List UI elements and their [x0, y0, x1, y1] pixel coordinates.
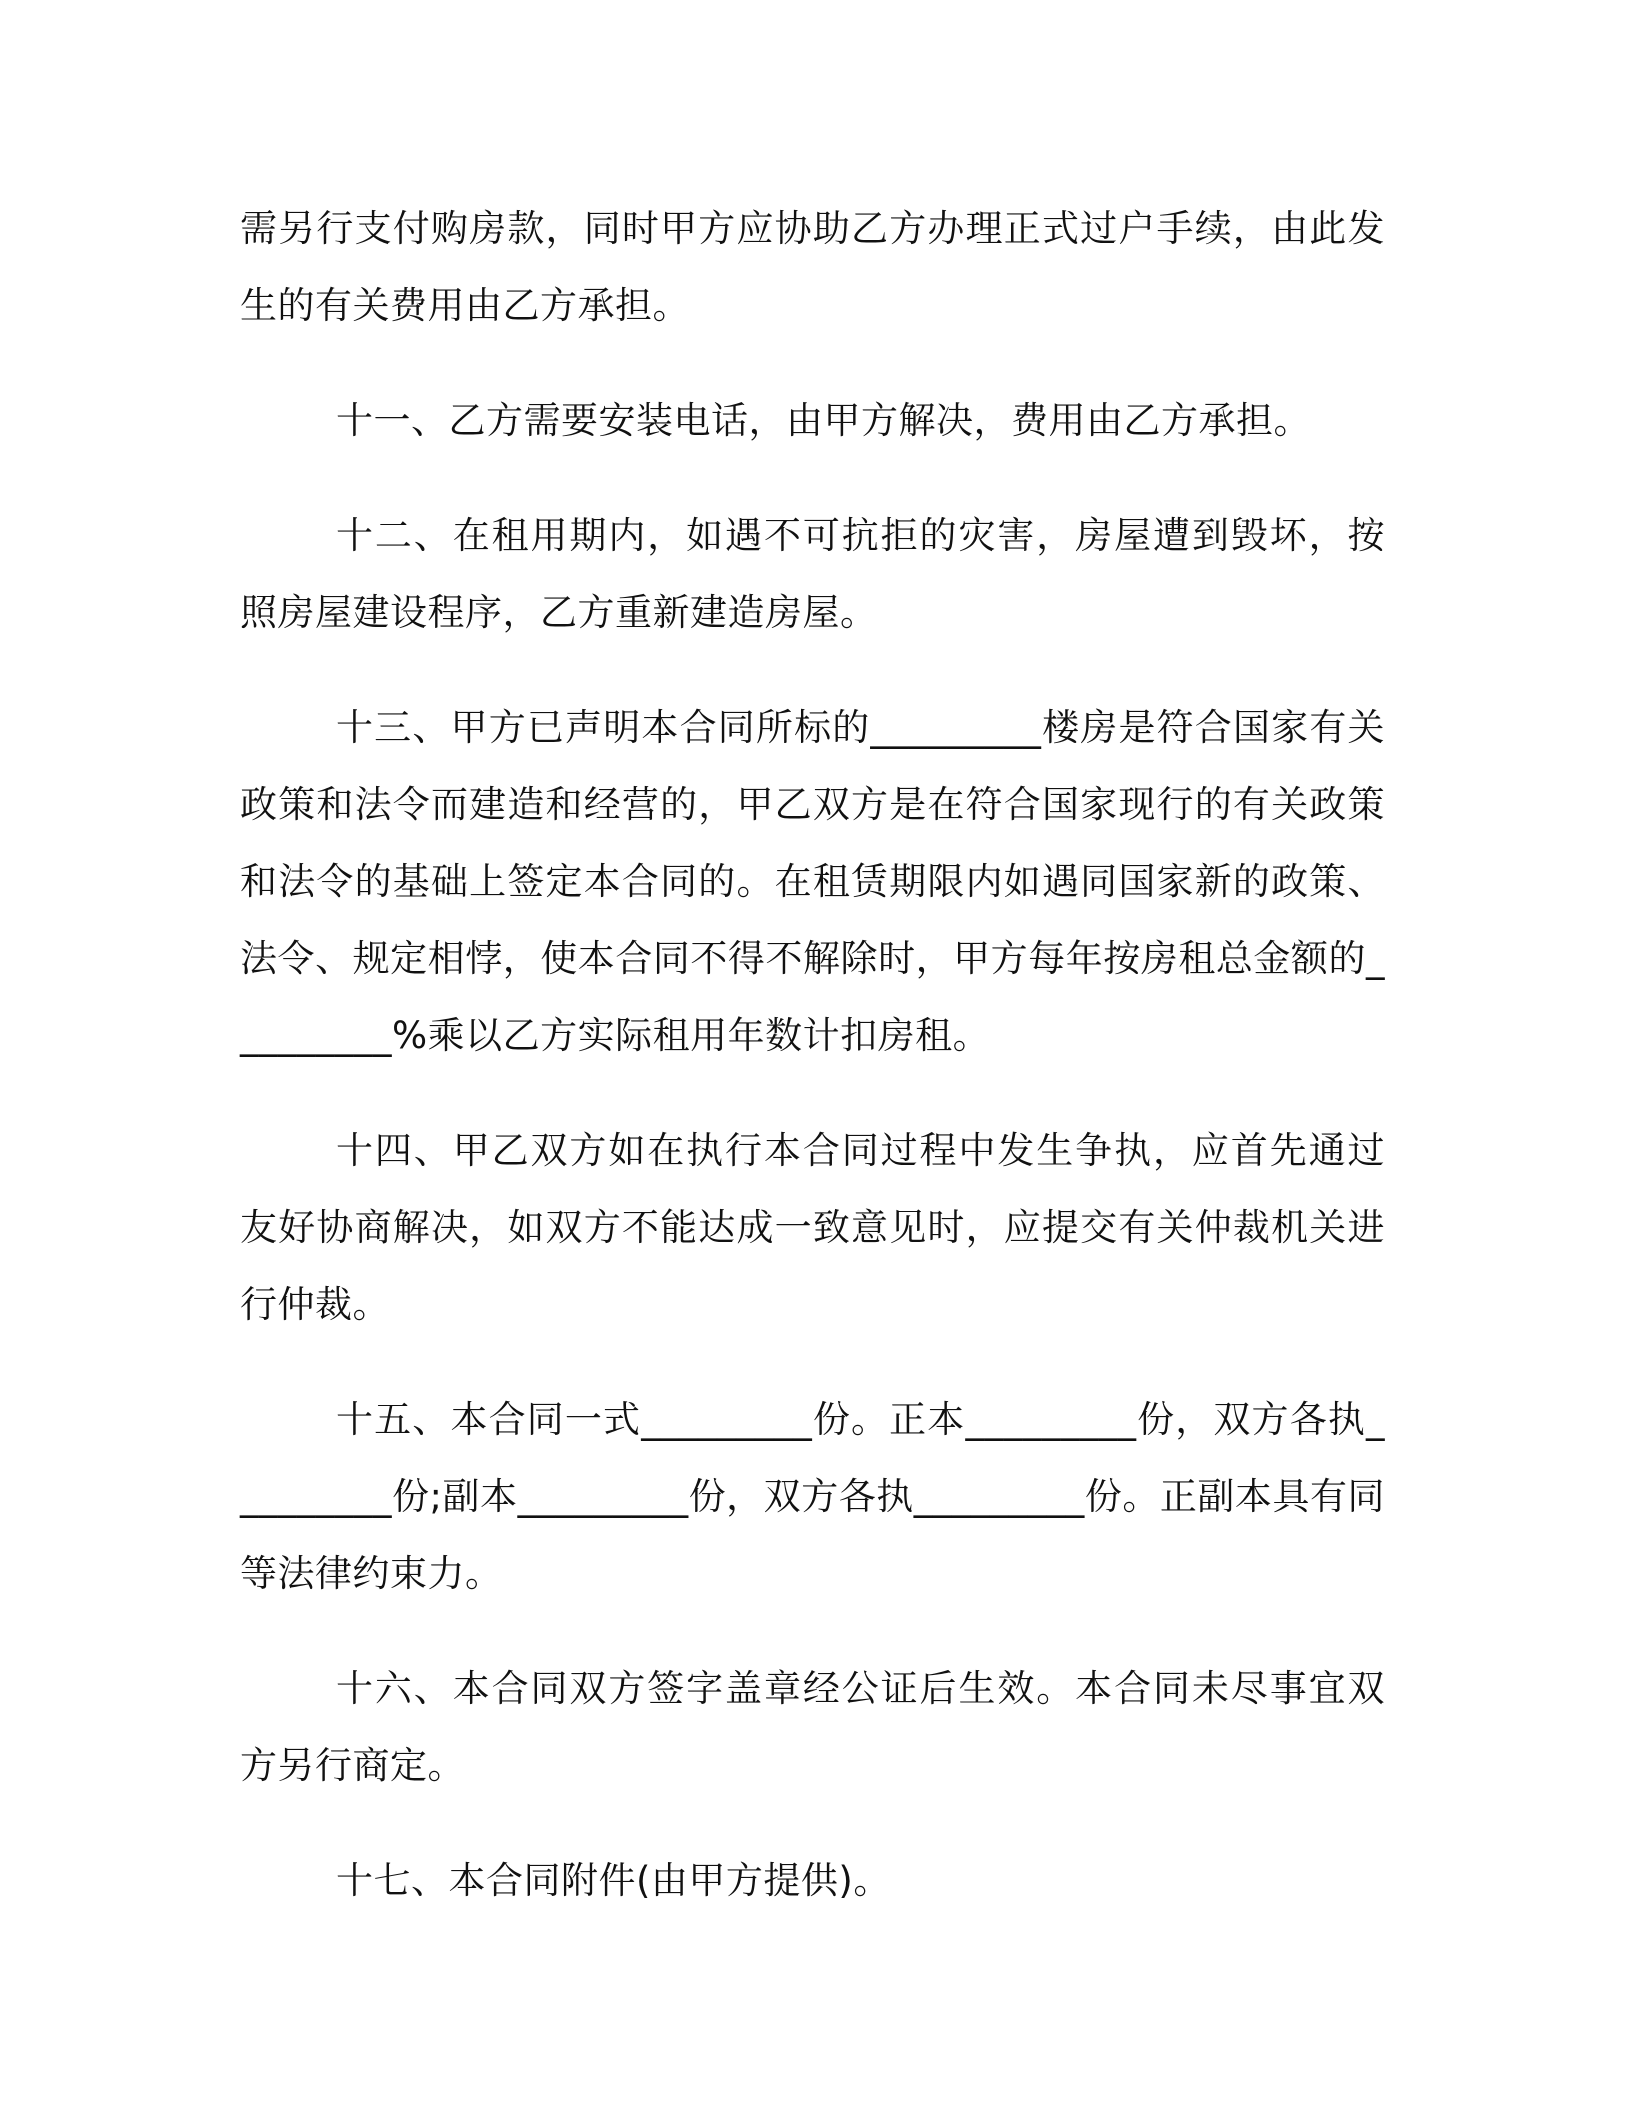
contract-body [240, 190, 1385, 1957]
clause-13: 十三、甲方已声明本合同所标的_________楼房是符合国家有关政策和法令而建造和经营的，甲乙双方是在符合国家现行的有关政策和法令的基础上签定本合同的。在租赁期限内如遇同国家新的政策、法令、规定相悖，使本合同不得不解除时，甲方每年按房租总金额的_________%乘以乙方实际租用年数计扣房租。 [240, 706, 1385, 1057]
clause-10-continuation: 需另行支付购房款，同时甲方应协助乙方办理正式过户手续，由此发生的有关费用由乙方承担。 [240, 207, 1385, 327]
clause-12: 十二、在租用期内，如遇不可抗拒的灾害，房屋遭到毁坏，按照房屋建设程序，乙方重新建造房屋。 [240, 514, 1385, 634]
clause-14: 十四、甲乙双方如在执行本合同过程中发生争执，应首先通过友好协商解决，如双方不能达成一致意见时，应提交有关仲裁机关进行仲裁。 [240, 1129, 1385, 1326]
clause-17: 十七、本合同附件(由甲方提供)。 [336, 1859, 891, 1902]
clause-15: 十五、本合同一式_________份。正本_________份，双方各执_________份;副本_________份，双方各执_________份。正副本具有同等法律约束力。 [240, 1398, 1385, 1595]
clause-16: 十六、本合同双方签字盖章经公证后生效。本合同未尽事宜双方另行商定。 [240, 1667, 1385, 1787]
clause-11: 十一、乙方需要安装电话，由甲方解决，费用由乙方承担。 [336, 399, 1311, 442]
